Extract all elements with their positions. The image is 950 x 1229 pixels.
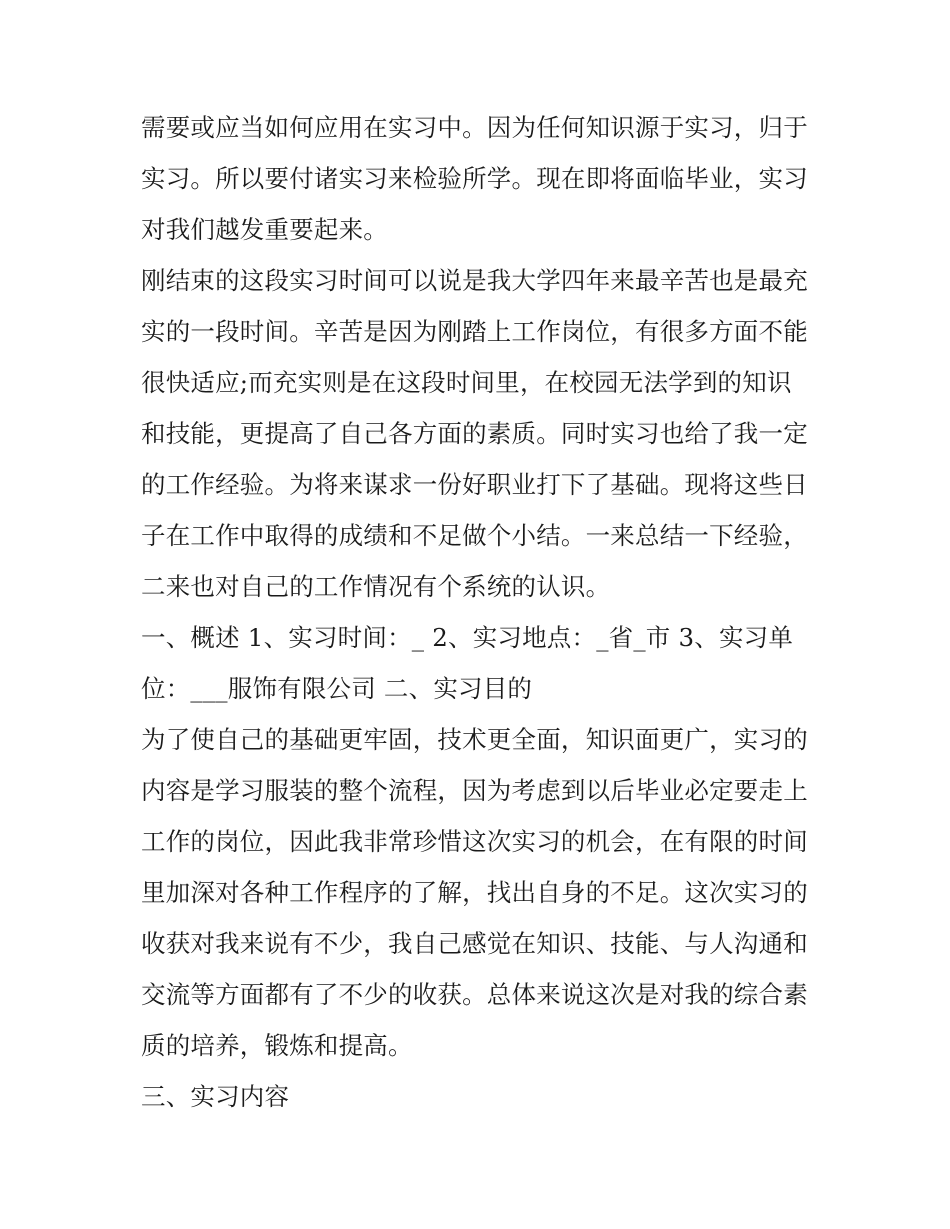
- text-line: 收获对我来说有不少，我自己感觉在知识、技能、与人沟通和: [141, 929, 808, 958]
- text-line: 需要或应当如何应用在实习中。因为任何知识源于实习，归于: [141, 113, 808, 142]
- text-line: 内容是学习服装的整个流程，因为考虑到以后毕业必定要走上: [141, 776, 808, 805]
- text-line: 二来也对自己的工作情况有个系统的认识。: [141, 572, 611, 601]
- text-line: 对我们越发重要起来。: [141, 215, 388, 244]
- text-line: 工作的岗位，因此我非常珍惜这次实习的机会，在有限的时间: [141, 827, 808, 856]
- section-heading-content: 三、实习内容: [141, 1082, 290, 1111]
- text-line: 质的培养，锻炼和提高。: [141, 1031, 413, 1060]
- text-line: 子在工作中取得的成绩和不足做个小结。一来总结一下经验，: [141, 521, 808, 550]
- text-line: 为了使自己的基础更牢固，技术更全面，知识面更广，实习的: [141, 725, 808, 754]
- text-line: 位：___服饰有限公司 二、实习目的: [141, 674, 533, 703]
- text-line: 很快适应;而充实则是在这段时间里，在校园无法学到的知识: [141, 368, 792, 397]
- text-line: 实习。所以要付诸实习来检验所学。现在即将面临毕业，实习: [141, 164, 808, 193]
- text-line: 和技能，更提高了自己各方面的素质。同时实习也给了我一定: [141, 419, 808, 448]
- text-line: 里加深对各种工作程序的了解，找出自身的不足。这次实习的: [141, 878, 808, 907]
- text-line: 实的一段时间。辛苦是因为刚踏上工作岗位，有很多方面不能: [141, 317, 808, 346]
- text-line: 刚结束的这段实习时间可以说是我大学四年来最辛苦也是最充: [141, 266, 808, 295]
- section-heading-overview: 一、概述 1、实习时间：_ 2、实习地点：_省_市 3、实习单: [141, 623, 794, 652]
- text-line: 的工作经验。为将来谋求一份好职业打下了基础。现将这些日: [141, 470, 808, 499]
- text-line: 交流等方面都有了不少的收获。总体来说这次是对我的综合素: [141, 980, 808, 1009]
